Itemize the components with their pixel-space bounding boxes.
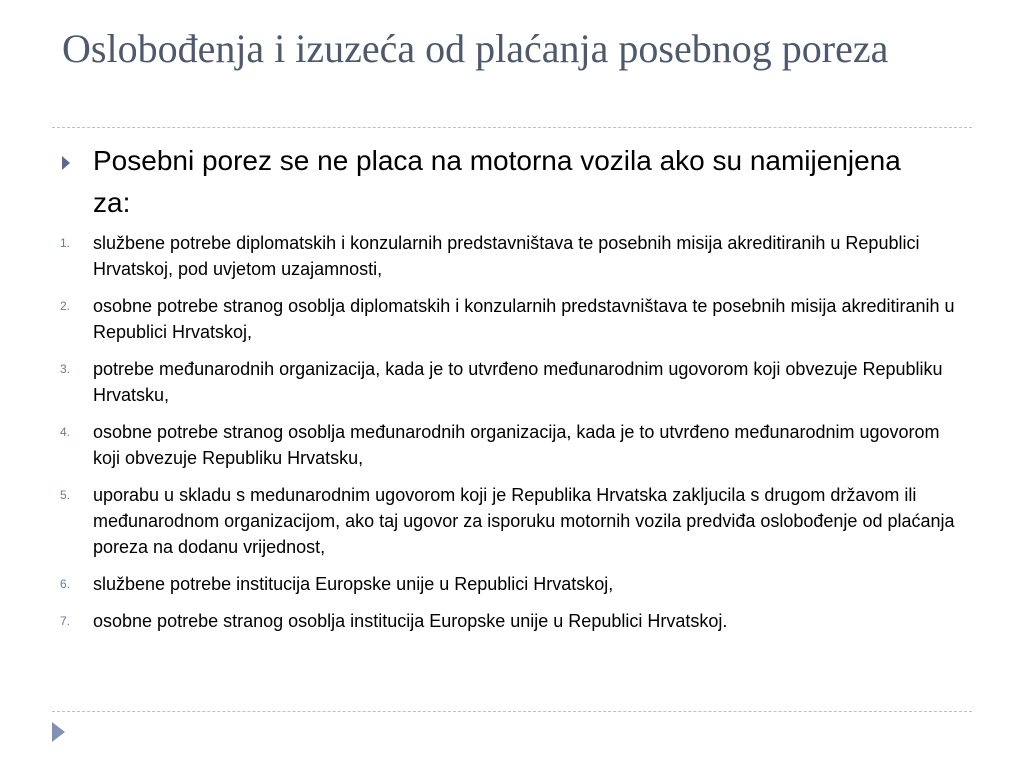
list-item-number: 3. [60,362,71,376]
list-item [0,230,1024,282]
slide-title: Oslobođenja i izuzeća od plaćanja posebnog poreza [62,26,889,71]
intro-text: Posebni porez se ne placa na motorna vozila ako su namijenjena za: [93,145,901,218]
list-item-text: službene potrebe institucija Europske unije u Republici Hrvatskoj, [93,574,614,594]
list-item-text: osobne potrebe stranog osoblja institucija Europske unije u Republici Hrvatskoj. [93,611,728,631]
list-item [0,608,1024,634]
list-item-text: potrebe međunarodnih organizacija, kada je to utvrđeno međunarodnim ugovorom koji obvezuje Republiku Hrvatsku, [93,359,943,405]
list-item-text: uporabu u skladu s medunarodnim ugovorom koji je Republika Hrvatska zakljucila s drugom državom ili međunarodnom organizacijom, ako taj ugovor za isporuku motornih vozila predviđa oslobođenje od plaćanja poreza na dodanu vrijednost, [93,485,955,557]
list-item-number: 5. [60,488,71,502]
triangle-bullet-icon [62,156,70,170]
list-item [0,419,1024,471]
list-item-number: 7. [60,614,71,628]
list-item-text: službene potrebe diplomatskih i konzularnih predstavništava te posebnih misija akreditiranih u Republici Hrvatskoj, pod uvjetom uzajamnosti, [93,233,920,279]
footer-divider [52,711,972,712]
triangle-nav-icon [52,722,65,742]
list-item-text: osobne potrebe stranog osoblja međunarodnih organizacija, kada je to utvrđeno međunarodnim ugovorom koji obvezuje Republiku Hrvatsku, [93,422,940,468]
list-item-text: osobne potrebe stranog osoblja diplomatskih i konzularnih predstavništava te posebnih misija akreditiranih u Republici Hrvatskoj, [93,296,955,342]
exemption-list [0,230,1024,634]
list-item-number: 6. [60,577,71,591]
list-item-number: 1. [60,236,71,250]
list-item-number: 2. [60,299,71,313]
title-divider [52,127,972,128]
list-item [0,293,1024,345]
list-item [0,571,1024,597]
list-item-number: 4. [60,425,71,439]
list-item [0,356,1024,408]
list-item [0,482,1024,560]
slide-content [0,140,1024,645]
intro-bullet [0,140,1024,224]
